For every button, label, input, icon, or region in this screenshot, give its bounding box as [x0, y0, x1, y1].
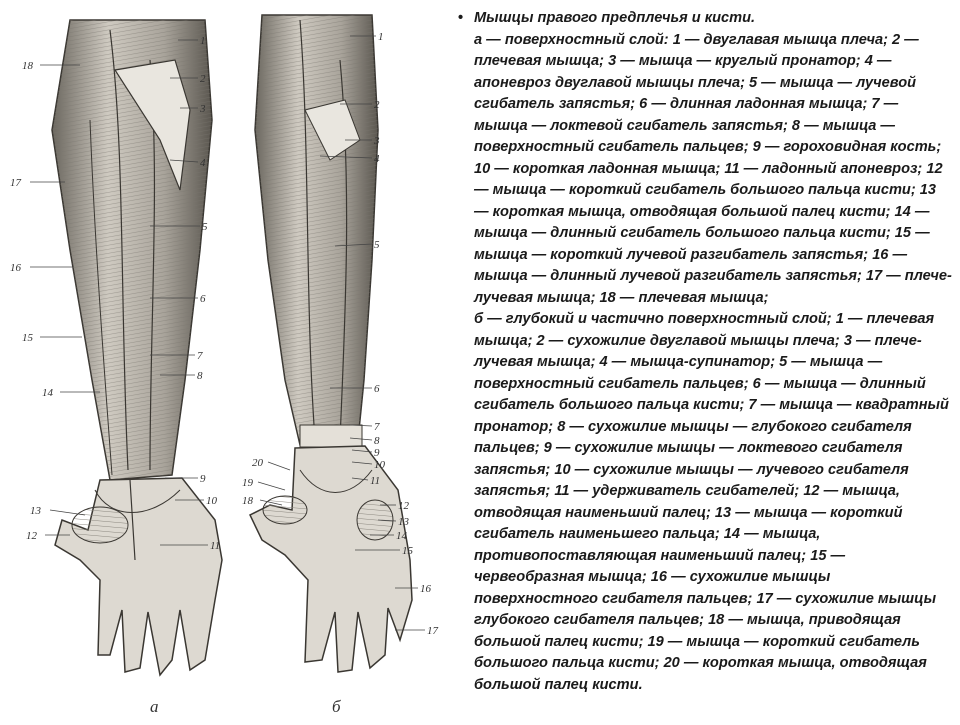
panel-a-label-10: 10 [206, 495, 217, 507]
panel-b-label-1: 1 [378, 31, 384, 43]
bullet-marker: • [458, 10, 464, 26]
panel-b-label-3: 3 [374, 135, 380, 147]
panel-a-label-13: 13 [30, 505, 41, 517]
panel-a-hand [55, 478, 222, 675]
caption-part-b: б — глубокий и частично поверхностный слой; 1 — плечевая мышца; 2 — сухожилие двуглавой мышцы плеча; 3 — плече-лучевая мышца; 4 — мышца-супинатор; 5 — мышца — поверхностный сгибатель пальцев; 6 — мышца — длинный сгибатель большого пальца кисти; 7 — мышца — квадратный пронатор; 8 — сухожилие мышцы — глубокого сгибателя пальцев; 9 — сухожилие мышцы — локтевого сгибателя запястья; 10 — сухожилие мышцы — лучевого сгибателя запястья; 11 — удерживатель сгибателей; 12 — мышца, отводящая наименьший палец; 13 — мышца — короткий сгибатель наименьшего пальца; 14 — мышца, противопоставляющая наименьший палец; 15 — червеобразная мышца; 16 — сухожилие мышцы поверхностного сгибателя пальцев; 17 — сухожилие мышцы глубокого сгибателя пальцев; 18 — мышца, приводящая большой палец кисти; 19 — мышца — короткий сгибатель большого пальца кисти; 20 — короткая мышца, отводящая большой палец кисти. [474, 311, 949, 693]
panel-a-label-15: 15 [22, 332, 33, 344]
panel-b-drawing [242, 15, 439, 716]
panel-b-label-18: 18 [242, 495, 253, 507]
forearm-drawings [0, 0, 458, 720]
panel-a-drawing [10, 20, 222, 716]
panel-b-label-8: 8 [374, 435, 380, 447]
caption-body [474, 8, 952, 696]
panel-b-letter: б [332, 697, 341, 716]
caption-title: Мышцы правого предплечья и кисти. [474, 10, 756, 26]
panel-a-label-8: 8 [197, 370, 203, 382]
panel-b-label-16: 16 [420, 583, 431, 595]
panel-a-label-11: 11 [210, 540, 221, 552]
panel-b-hand [250, 446, 412, 672]
panel-b-label-15: 15 [402, 545, 413, 557]
panel-b-label-20: 20 [252, 457, 263, 469]
panel-a-label-12: 12 [26, 530, 37, 542]
panel-a-label-6: 6 [200, 293, 206, 305]
panel-a-label-7: 7 [197, 350, 203, 362]
panel-a-label-4: 4 [200, 157, 206, 169]
panel-a-label-5: 5 [202, 221, 208, 233]
panel-a-label-18: 18 [22, 60, 33, 72]
panel-a-letter: а [150, 697, 159, 716]
panel-a-label-14: 14 [42, 387, 53, 399]
panel-a-label-2: 2 [200, 73, 206, 85]
panel-b-label-5: 5 [374, 239, 380, 251]
panel-b-label-11: 11 [370, 475, 381, 487]
panel-b-label-14: 14 [396, 530, 407, 542]
caption-part-a: а — поверхностный слой: 1 — двуглавая мышца плеча; 2 — плечевая мышца; 3 — мышца — круглый пронатор; 4 — апоневроз двуглавой мышцы плеча; 5 — мышца — лучевой сгибатель запястья; 6 — длинная ладонная мышца; 7 — мышца — локтевой сгибатель запястья; 8 — мышца — поверхностный сгибатель пальцев; 9 — гороховидная кость; 10 — короткая ладонная мышца; 11 — ладонный апоневроз; 12 — мышца — короткий сгибатель большого пальца кисти; 13 — короткая мышца, отводящая большой палец кисти; 14 — мышца — длинный сгибатель большого пальца кисти; 15 — мышца — короткий лучевой разгибатель запястья; 16 — мышца — длинный лучевой разгибатель запястья; 17 — плече-лучевая мышца; 18 — плечевая мышца; [474, 31, 952, 306]
panel-b-label-2: 2 [374, 99, 380, 111]
panel-b-label-13: 13 [398, 516, 409, 528]
panel-b-label-19: 19 [242, 477, 253, 489]
panel-b-label-6: 6 [374, 383, 380, 395]
panel-b-label-17: 17 [427, 625, 438, 637]
panel-a-label-9: 9 [200, 473, 206, 485]
panel-a-label-3: 3 [200, 103, 206, 115]
panel-b-label-9: 9 [374, 447, 380, 459]
panel-b-label-10: 10 [374, 459, 385, 471]
panel-b-label-12: 12 [398, 500, 409, 512]
panel-a-label-16: 16 [10, 262, 21, 274]
panel-a-label-17: 17 [10, 177, 21, 189]
anatomy-illustration [0, 0, 458, 720]
panel-a-label-1: 1 [200, 35, 206, 47]
figure-caption [458, 8, 952, 713]
panel-b-label-4: 4 [374, 153, 380, 165]
panel-b-label-7: 7 [374, 421, 380, 433]
